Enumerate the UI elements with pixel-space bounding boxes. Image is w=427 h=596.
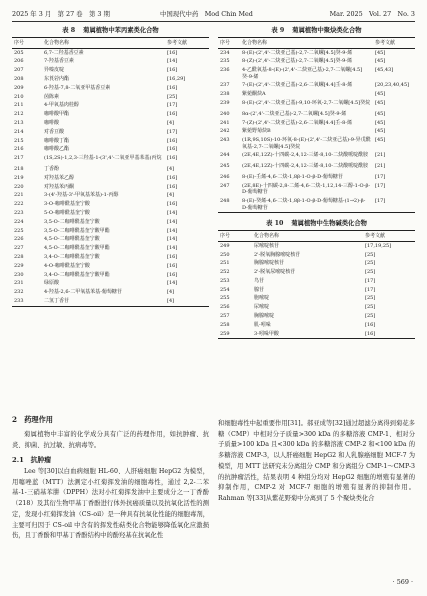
reference: [14]: [167, 218, 178, 225]
row-id: 221: [14, 192, 24, 199]
row-id: 234: [220, 49, 230, 56]
row-id: 207: [14, 67, 24, 74]
compound-name: 7-(E)-(2',4'-二炔亚己基)-2,6-二氧螺[4.4]壬-8-烯: [242, 82, 353, 89]
table8-caption: [12, 26, 209, 35]
row-id: 223: [14, 209, 24, 216]
header-issue: 2025 年 3 月 第 27 卷 第 3 期: [12, 10, 110, 18]
row-id: 249: [220, 242, 230, 249]
compound-name: 3,5-O-二咖啡酰基奎宁酸: [44, 218, 100, 225]
row-id: 252: [220, 269, 230, 276]
row-id: 215: [14, 137, 24, 144]
reference: [14]: [167, 58, 178, 65]
reference: [16]: [167, 49, 178, 56]
table-row: [218, 330, 415, 339]
paragraph-left: Lee 等[30]以白血病细胞 HL-60、人肝癌细胞 HepG2 为模型，用噻唑蓝（MTT）法测定小红菊挥发油的细胞毒性，通过 2,2-二苯基-1-三硝基苯肼（DPPH）法对小红菊挥发油中主要成分之一丁香酚（218）及其衍生物甲基丁香酚进行体外抗癌质量以及抗氧化活性的测定，发现小红菊挥发油（CS-oil）是一种具有抗氧化性能的细胞毒剂，主要可归因于 CS-oil 中含有的挥发性萜类化合物能够降低氧化应激损伤，且丁香酚和甲基丁香酚结构中的酚羟基在抗氧化性: [12, 468, 209, 540]
reference: [25]: [365, 251, 376, 258]
table-row: [218, 119, 415, 128]
row-id: 227: [14, 245, 24, 252]
compound-name: (2E,4E,12Z)-十四碳-2,4,12-三烯-8,10-二炔酸哌啶酰胺: [242, 163, 369, 170]
table-row: [12, 48, 209, 57]
reference: [25]: [365, 304, 376, 311]
row-id: 256: [220, 304, 230, 311]
table-row: [12, 154, 209, 165]
running-header: [12, 9, 415, 21]
reference: [16]: [167, 201, 178, 208]
reference: [17]: [167, 128, 178, 135]
table-header-row: [218, 38, 415, 49]
table10: [218, 230, 415, 339]
compound-name: 4-O-咖啡酰基奎宁酸: [44, 262, 90, 269]
row-id: 236: [220, 67, 230, 74]
row-id: 219: [14, 174, 24, 181]
reference: [4]: [167, 297, 175, 304]
compound-name: 6,7-二羟基香豆素: [44, 49, 84, 56]
section-intro: 菊属植物中丰富的化学成分具有广泛的药理作用，如抗肿瘤、抗炎、抑菌、抗过敏、抗病毒等。: [12, 431, 209, 449]
row-id: 232: [14, 289, 24, 296]
row-id: 247: [220, 182, 230, 189]
row-id: 237: [220, 82, 230, 89]
reference: [17]: [365, 277, 376, 284]
reference: [21]: [375, 163, 386, 170]
compound-name: 腺苷: [254, 286, 265, 293]
compound-name: 8-(E)-壬烯-4,6-二炔-1,8β-1-O-β-D-葡萄糖苷: [242, 173, 343, 180]
reference: [4]: [167, 289, 175, 296]
section-title: 2 药理作用: [12, 415, 53, 424]
row-id: 254: [220, 286, 230, 293]
row-id: 225: [14, 227, 24, 234]
col-header-compound: 化合物名称: [254, 233, 280, 240]
table10-caption: [218, 219, 415, 228]
row-id: 238: [220, 91, 230, 98]
reference: [14]: [167, 209, 178, 216]
reference: [25]: [365, 269, 376, 276]
reference: [16]: [167, 67, 178, 74]
reference: [16]: [167, 271, 178, 278]
table-row: [12, 200, 209, 209]
compound-name: 茵陈素: [44, 93, 60, 100]
row-id: 248: [220, 197, 230, 204]
table-row: [218, 81, 415, 90]
reference: [14]: [167, 280, 178, 287]
reference: [16]: [167, 137, 178, 144]
reference: [16]: [167, 174, 178, 181]
reference: [17,19,25]: [365, 242, 392, 249]
row-id: 208: [14, 75, 24, 82]
row-id: 240: [220, 110, 230, 117]
table-row: [218, 173, 415, 182]
col-header-ref: 参考文献: [167, 40, 188, 47]
table-row: [12, 84, 209, 93]
compound-name: 2'-脱氧胸腺嘧啶核苷: [254, 251, 301, 258]
table-row: [218, 99, 415, 110]
table-row: [12, 119, 209, 128]
table-row: [12, 110, 209, 119]
compound-name: 肌-吲哚: [254, 321, 271, 328]
col-header-compound: 化合物名称: [242, 40, 268, 47]
compound-name: 6-羟基-7,8-二氧亚甲基香豆素: [44, 84, 111, 91]
row-id: 226: [14, 236, 24, 243]
col-header-ref: 参考文献: [375, 40, 396, 47]
table-row: [218, 110, 415, 119]
reference: [25]: [365, 313, 376, 320]
row-id: 259: [220, 330, 230, 337]
reference: [25]: [365, 295, 376, 302]
compound-name: 4-乙酰氧基-8-(E)-(2',4'-二炔亚己基)-2,7-二氧螺[4.5]癸-9-烯: [242, 67, 363, 80]
table-header-row: [218, 231, 415, 242]
row-id: 244: [220, 152, 230, 159]
table10-number: 表 10: [266, 220, 284, 228]
reference: [16]: [167, 253, 178, 260]
compound-name: 异嗪皮啶: [44, 67, 65, 74]
row-id: 224: [14, 218, 24, 225]
reference: [17]: [375, 197, 386, 204]
table-row: [12, 271, 209, 280]
table-row: [12, 279, 209, 288]
compound-name: 3,4-O-二咖啡酰基奎宁酸: [44, 253, 100, 260]
compound-name: 2'-脱氧尿嘧啶核苷: [254, 269, 296, 276]
row-id: 216: [14, 146, 24, 153]
row-id: 245: [220, 163, 230, 170]
table9-title: 菊属植物中聚炔类化合物: [292, 27, 362, 34]
reference: [4]: [167, 192, 175, 199]
reference: [16]: [365, 330, 376, 337]
compound-name: 4,5-O-二咖啡酰基奎宁酸: [44, 236, 100, 243]
table10-title: 菊属植物中生物碱类化合物: [291, 220, 367, 228]
compound-name: 紫菀酮炔A: [242, 91, 266, 98]
compound-name: 8-(E)-(2',4'-二炔亚己基)-9,10-环氧-2,7-二氧螺[4.5]癸烷: [242, 99, 371, 106]
compound-name: 8-(E)-(2',4'-二炔亚己基)-2,7-二氧螺[4.5]癸-9-烯: [242, 49, 353, 56]
reference: [45]: [375, 110, 386, 117]
compound-name: 8-(Z)-(2',4'-二炔亚己基)-2,7-二氧螺[4.5]癸-9-烯: [242, 58, 352, 65]
row-id: 250: [220, 251, 230, 258]
row-id: 228: [14, 253, 24, 260]
table-row: [218, 48, 415, 57]
reference: [45]: [375, 137, 386, 144]
reference: [16]: [167, 155, 178, 162]
row-id: 258: [220, 321, 230, 328]
compound-name: 4-甲氧基肉桂醇: [44, 102, 79, 109]
compound-name: (2E,8E)-十四碳-2,8-二烯-4,6-二炔-1,12,14-三醇-1-O-β-D-葡萄糖苷: [242, 182, 371, 196]
table-row: [12, 218, 209, 227]
reference: [20,23,40,45]: [375, 82, 410, 89]
row-id: 231: [14, 280, 24, 287]
reference: [16]: [167, 146, 178, 153]
table-row: [218, 127, 415, 136]
row-id: 220: [14, 183, 24, 190]
compound-name: 对羟基苯乙醇: [44, 174, 75, 181]
compound-name: 尿嘧啶核苷: [254, 242, 280, 249]
compound-name: 咖啡酸乙酯: [44, 146, 70, 153]
table-row: [218, 197, 415, 213]
reference: [16]: [167, 111, 178, 118]
compound-name: 尿嘧啶: [254, 304, 270, 311]
table-row: [218, 90, 415, 99]
table-row: [218, 312, 415, 321]
row-id: 253: [220, 277, 230, 284]
table-row: [12, 244, 209, 253]
table-row: [12, 66, 209, 75]
row-id: 255: [220, 295, 230, 302]
table-row: [12, 209, 209, 218]
reference: [14]: [167, 227, 178, 234]
compound-name: 3,4-O-二咖啡酰基奎宁酸甲酯: [44, 271, 110, 278]
table-row: [218, 303, 415, 312]
row-id: 243: [220, 137, 230, 144]
left-column: [12, 26, 209, 307]
compound-name: (2E,4E,12Z)-十四碳-2,4,12-三烯-8,10-二炔酸哌啶酰胺: [242, 152, 369, 159]
reference: [21]: [375, 152, 386, 159]
reference: [16]: [365, 321, 376, 328]
right-column: [218, 26, 415, 339]
compound-name: 胞嘧啶: [254, 295, 270, 302]
row-id: 218: [14, 165, 24, 172]
row-id: 211: [14, 102, 24, 109]
row-id: 242: [220, 128, 230, 135]
compound-name: (1S,2S)-1,2,3-三羟基-1-(3',4'-二氧亚甲基苯基)丙烷: [44, 155, 162, 162]
header-rule: [12, 21, 415, 22]
table-row: [12, 93, 209, 102]
compound-name: 4,5-O-二咖啡酰基奎宁酸甲酯: [44, 245, 110, 252]
compound-name: 对羟基苯丙酮: [44, 183, 75, 190]
table-row: [12, 57, 209, 66]
col-header-id: 序号: [220, 233, 231, 240]
table-row: [218, 162, 415, 173]
reference: [45]: [375, 128, 386, 135]
col-header-id: 序号: [14, 40, 25, 47]
col-header-ref: 参考文献: [365, 233, 386, 240]
row-id: 235: [220, 58, 230, 65]
compound-name: 3-O-咖啡酰基奎宁酸: [44, 201, 90, 208]
reference: [4]: [167, 119, 175, 126]
compound-name: 咖啡酸丁酯: [44, 137, 70, 144]
table-row: [218, 251, 415, 260]
compound-name: 胸腺嘧啶核苷: [254, 260, 285, 267]
compound-name: 7-羟基香豆素: [44, 58, 74, 65]
reference: [16]: [167, 84, 178, 91]
table-row: [12, 128, 209, 137]
compound-name: 3,5-O-二咖啡酰基奎宁酸甲酯: [44, 227, 110, 234]
table-row: [218, 259, 415, 268]
table9-number: 表 9: [271, 27, 285, 34]
header-volume: Mar. 2025 Vol. 27 No. 3: [329, 10, 415, 18]
compound-name: 5-O-咖啡酰基奎宁酸: [44, 209, 90, 216]
compound-name: 胸腺嘧啶: [254, 313, 275, 320]
row-id: 214: [14, 128, 24, 135]
table-row: [218, 57, 415, 66]
row-id: 210: [14, 93, 24, 100]
table-header-row: [12, 38, 209, 49]
table-row: [12, 137, 209, 146]
compound-name: 东莨菪内酯: [44, 75, 70, 82]
reference: [45]: [375, 119, 386, 126]
col-header-compound: 化合物名称: [44, 40, 70, 47]
table8-title: 菊属植物中苯丙素类化合物: [83, 27, 159, 34]
table-row: [218, 277, 415, 286]
table-row: [218, 268, 415, 277]
reference: [4]: [167, 165, 175, 172]
table-row: [218, 294, 415, 303]
table-row: [218, 136, 415, 151]
compound-name: 3-(4'-羟基-3'-甲氧基苯基)-1-丙醇: [44, 192, 119, 199]
table8-number: 表 8: [62, 27, 76, 34]
reference: [25]: [167, 93, 178, 100]
compound-name: 鸟苷: [254, 277, 265, 284]
table-row: [12, 227, 209, 236]
row-id: 212: [14, 111, 24, 118]
row-id: 213: [14, 119, 24, 126]
compound-name: 咖啡酸甲酯: [44, 111, 70, 118]
table-row: [12, 262, 209, 271]
table-row: [12, 253, 209, 262]
table-row: [12, 165, 209, 174]
compound-name: 对香豆酸: [44, 128, 65, 135]
row-id: 222: [14, 201, 24, 208]
table-row: [218, 321, 415, 330]
table-row: [218, 66, 415, 81]
reference: [16]: [167, 262, 178, 269]
row-id: 209: [14, 84, 24, 91]
compound-name: 3-吲哚甲酸: [254, 330, 279, 337]
paragraph-right: 和细胞毒性中起重要作用[31]。郝亚成等[32]通过超滤分离得到菊花多糖（CMP）中相对分子质量>300 kDa 的多糖溶液 CMP-1、相对分子质量>100 kDa 且<300 kDa 的多糖溶液 CMP-2 和<100 kDa 的多糖溶液 CMP-3，以人肝癌细胞 HepG2 和人乳腺癌细胞 MCF-7 为模型，用 MTT 法研究未分离组分 CMP 和分离组分 CMP-1～CMP-3 的抗肿瘤活性，结果表明 4 种组分均对 HepG2 细胞的增殖有显著的抑制作用，CMP-2 对 MCF-7 细胞的增殖有显著的抑制作用。Rahman 等[33]从紫花野菊中分离到了 5 个聚炔类化合: [218, 420, 415, 502]
header-journal: 中国现代中药 Mod Chin Med: [160, 10, 253, 18]
table-row: [12, 174, 209, 183]
table-row: [12, 75, 209, 84]
row-id: 206: [14, 58, 24, 65]
row-id: 205: [14, 49, 24, 56]
table9: [218, 37, 415, 213]
reference: [14]: [167, 245, 178, 252]
row-id: 241: [220, 119, 230, 126]
row-id: 233: [14, 297, 24, 304]
table-row: [12, 191, 209, 200]
table-row: [12, 145, 209, 154]
reference: [25]: [365, 260, 376, 267]
row-id: 239: [220, 99, 230, 106]
reference: [16]: [167, 183, 178, 190]
row-id: 229: [14, 262, 24, 269]
compound-name: 紫菀野菊炔B: [242, 128, 271, 135]
reference: [45]: [375, 58, 386, 65]
compound-name: 二氢丁香苷: [44, 297, 70, 304]
compound-name: 7-(Z)-(2',4'-二炔亚己基)-2,6-二氧螺[4.4]壬-8-烯: [242, 119, 352, 126]
table-row: [12, 235, 209, 244]
compound-name: 咖啡酸: [44, 119, 60, 126]
table-row: [12, 101, 209, 110]
reference: [16,29]: [167, 75, 186, 82]
table8: [12, 37, 209, 307]
reference: [45]: [375, 99, 386, 106]
subsection-title: 2.1 抗肿瘤: [12, 456, 52, 464]
compound-name: (1R,9S,10S)-10-环氧-8-(E)-(2',4'-二炔亚己基)-9-异戊酰氧基-2,7-二氧螺[4.5]癸烷: [242, 137, 371, 150]
row-id: 257: [220, 313, 230, 320]
reference: [17]: [375, 173, 386, 180]
reference: [14]: [167, 236, 178, 243]
page-number: · 569 ·: [392, 578, 413, 586]
compound-name: 丁香酚: [44, 165, 60, 172]
table-row: [218, 151, 415, 162]
compound-name: 绿原酸: [44, 280, 60, 287]
table-row: [12, 183, 209, 192]
table9-caption: [218, 26, 415, 35]
reference: [45,43]: [375, 67, 394, 74]
compound-name: 8-(E)-癸烯-4,6-二炔-1,8β-1-O-β-D-葡萄糖基-(1→2)-β-D-葡萄糖苷: [242, 197, 366, 211]
compound-name: 8α-(2',4'-二炔亚己基)-2,7-二氧螺[4.5]癸-9-烯: [242, 110, 347, 117]
table-row: [12, 297, 209, 306]
table-row: [12, 288, 209, 297]
row-id: 246: [220, 173, 230, 180]
table-row: [218, 241, 415, 250]
reference: [17]: [167, 102, 178, 109]
table-row: [218, 286, 415, 295]
reference: [17]: [375, 182, 386, 189]
row-id: 217: [14, 155, 24, 162]
row-id: 251: [220, 260, 230, 267]
row-id: 230: [14, 271, 24, 278]
reference: [45]: [375, 91, 386, 98]
compound-name: 4-羟基-2,6-二甲氧基苯基-葡萄糖苷: [44, 289, 122, 296]
col-header-id: 序号: [220, 40, 231, 47]
reference: [45]: [375, 49, 386, 56]
reference: [17]: [365, 286, 376, 293]
table-row: [218, 182, 415, 197]
